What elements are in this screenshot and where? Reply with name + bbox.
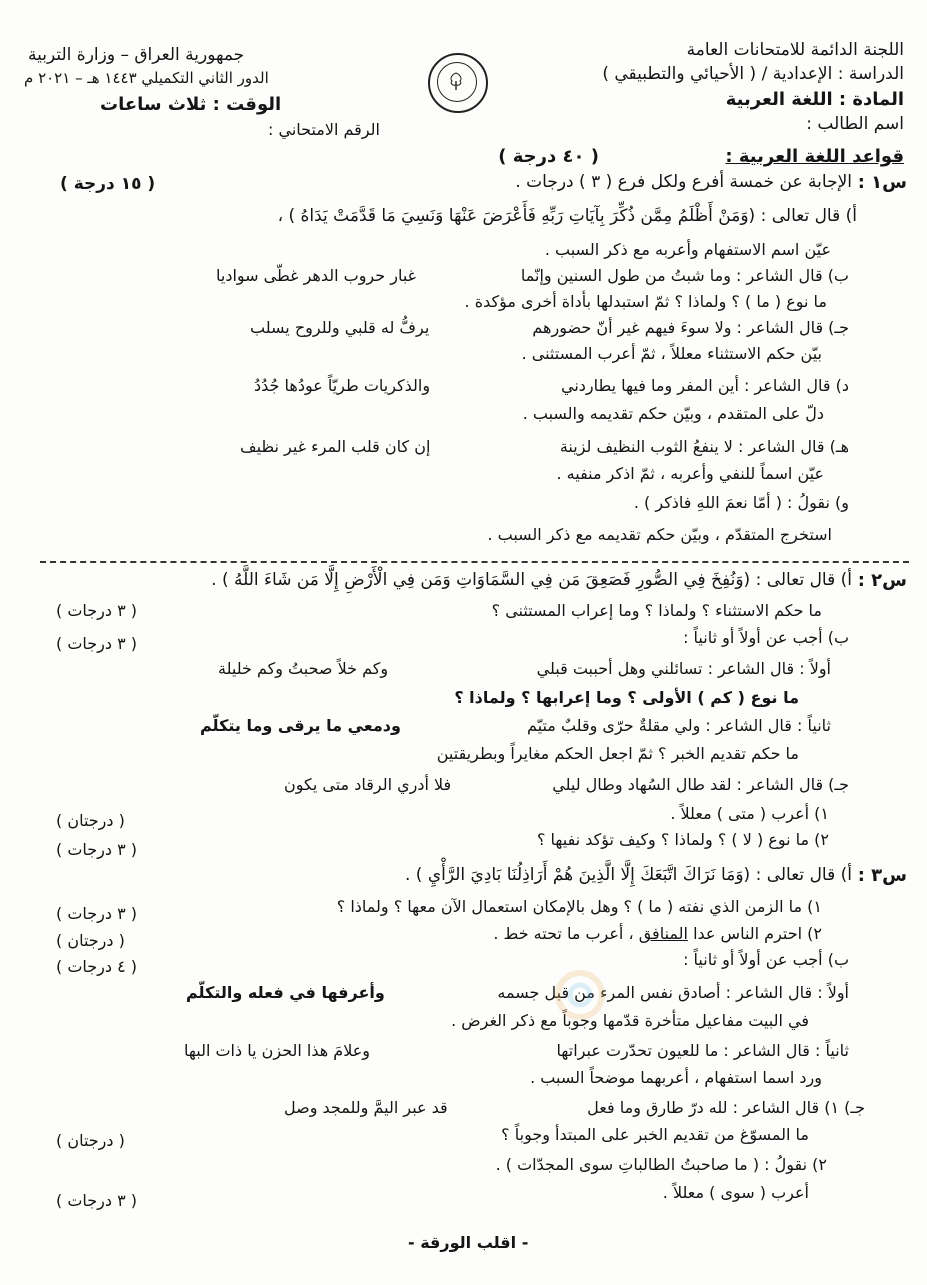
republic-ministry: جمهورية العراق – وزارة التربية bbox=[28, 45, 245, 65]
q3-c2-marks: ( ٣ درجات ) bbox=[56, 1191, 138, 1210]
q1-marks: ( ١٥ درجة ) bbox=[60, 174, 156, 194]
q3-b1-verse-right: أولاً : قال الشاعر : أصادق نفس المرء من قبل جسمه bbox=[497, 983, 849, 1002]
q3-a-task2-prefix: ٢) احترم الناس عدا bbox=[693, 924, 822, 943]
q2-a-marks: ( ٣ درجات ) bbox=[56, 601, 138, 620]
q1-f-line: و) نقولُ : ( أمّا نعمَ اللهِ فاذكر ) . bbox=[633, 493, 849, 512]
q3-a-task1: ١) ما الزمن الذي نفته ( ما ) ؟ وهل بالإمكان استعمال الآن معها ؟ ولماذا ؟ bbox=[336, 897, 822, 916]
q2-b-marks: ( ٣ درجات ) bbox=[56, 634, 138, 653]
q1-a-verse: أ) قال تعالى : (وَمَنْ أَظْلَمُ مِمَّن ذُكِّرَ بِآيَاتِ رَبِّهِ فَأَعْرَضَ عَنْهَا وَنَسِيَ مَا قَدَّمَتْ يَدَاهُ ) ، bbox=[277, 206, 857, 226]
q2-label: س٢ : bbox=[857, 570, 907, 591]
q3-b-line: ب) أجب عن أولاً أو ثانياً : bbox=[683, 950, 849, 969]
q3-c1-verse-left: قد عبر اليمَّ وللمجد وصل bbox=[284, 1098, 448, 1117]
q2-b1-task: ما نوع ( كم ) الأولى ؟ وما إعرابها ؟ ولماذا ؟ bbox=[454, 688, 799, 707]
section-title: قواعد اللغة العربية : bbox=[725, 146, 904, 167]
q2-b2-verse-left: ودمعي ما يرقى وما يتكلّم bbox=[200, 716, 401, 735]
q2-b1-verse-right: أولاً : قال الشاعر : تسائلني وهل أحببت قبلي bbox=[536, 659, 831, 678]
q2-c-verse-left: فلا أدري الرقاد متى يكون bbox=[284, 775, 452, 794]
q3-b2-task: ورد اسما استفهام ، أعربهما موضحاً السبب . bbox=[530, 1068, 822, 1087]
q3-a-task2-underlined: المنافق bbox=[638, 924, 688, 943]
watermark-logo bbox=[540, 965, 620, 1025]
q2-b2-task: ما حكم تقديم الخبر ؟ ثمّ اجعل الحكم مغايراً وبطريقتين bbox=[436, 744, 799, 763]
q2-c-task2: ٢) ما نوع ( لا ) ؟ ولماذا ؟ وكيف تؤكد نفيها ؟ bbox=[536, 830, 829, 849]
q2-b-line: ب) أجب عن أولاً أو ثانياً : bbox=[683, 628, 849, 647]
study-branch: الدراسة : الإعدادية / ( الأحيائي والتطبيقي ) bbox=[602, 64, 904, 84]
q1-e-verse-right: هـ) قال الشاعر : لا ينفعُ الثوب النظيف لزينة bbox=[559, 437, 849, 456]
q3-a-task1-marks: ( ٣ درجات ) bbox=[56, 904, 138, 923]
q1-e-verse-left: إن كان قلب المرء غير نظيف bbox=[240, 437, 431, 456]
q3-c1-task: ما المسوّغ من تقديم الخبر على المبتدأ وجوباً ؟ bbox=[501, 1125, 809, 1144]
q1-b-verse-left: غبار حروب الدهر غطّى سواديا bbox=[216, 266, 417, 285]
q3-b2-verse-left: وعلامَ هذا الحزن يا ذات البها bbox=[184, 1041, 371, 1060]
q1-c-verse-right: جـ) قال الشاعر : ولا سوءَ فيهم غير أنّ حضورهم bbox=[532, 318, 849, 337]
q1-d-verse-right: د) قال الشاعر : أين المفر وما فيها يطاردني bbox=[561, 376, 849, 395]
exam-number-label: الرقم الامتحاني : bbox=[268, 120, 380, 139]
q1-c-verse-left: يرفُّ له قلبي وللروح يسلب bbox=[250, 318, 430, 337]
q3-c1-verse-right: جـ) ١) قال الشاعر : لله درّ طارق وما فعل bbox=[587, 1098, 865, 1117]
q2-b2-verse-right: ثانياً : قال الشاعر : ولي مقلةٌ حرّى وقلبٌ متيّم bbox=[526, 716, 831, 735]
q2-c-task1-marks: ( درجتان ) bbox=[56, 811, 125, 830]
separator-q1-q2 bbox=[40, 561, 909, 563]
q3-c2-task: أعرب ( سوى ) معللاً . bbox=[662, 1183, 809, 1202]
q1-e-task: عيّن اسماً للنفي وأعربه ، ثمّ اذكر منفيه . bbox=[556, 464, 824, 483]
q2-a-verse: أ) قال تعالى : (وَنُفِخَ فِي الصُّورِ فَصَعِقَ مَن فِي السَّمَاوَاتِ وَمَن فِي الْأَرْضِ إِلَّا مَن شَاءَ اللَّهُ ) . bbox=[211, 570, 852, 590]
q3-c1-marks: ( درجتان ) bbox=[56, 1131, 125, 1150]
q3-b2-verse-right: ثانياً : قال الشاعر : ما للعيون تحدّرت عبراتها bbox=[556, 1041, 849, 1060]
q3-b1-verse-left: وأعرفها في فعله والتكلّم bbox=[186, 983, 385, 1002]
q1-instruction: الإجابة عن خمسة أفرع ولكل فرع ( ٣ ) درجات . bbox=[515, 172, 852, 192]
q1-f-task: استخرج المتقدّم ، وبيّن حكم تقديمه مع ذكر السبب . bbox=[487, 525, 832, 544]
q3-a-task2-marks: ( درجتان ) bbox=[56, 931, 125, 950]
q3-label: س٣ : bbox=[857, 865, 907, 886]
committee-name: اللجنة الدائمة للامتحانات العامة bbox=[686, 40, 904, 60]
q1-d-verse-left: والذكريات طريّاً عودُها جُدُدُ bbox=[254, 376, 431, 395]
exam-time: الوقت : ثلاث ساعات bbox=[100, 94, 282, 115]
q1-c-task: بيّن حكم الاستثناء معللاً ، ثمّ أعرب المستثنى . bbox=[521, 344, 822, 363]
q1-d-task: دلّ على المتقدم ، وبيّن حكم تقديمه والسبب . bbox=[522, 404, 824, 423]
q3-a-task2-suffix: ، أعرب ما تحته خط . bbox=[493, 924, 634, 943]
q3-b1-task: في البيت مفاعيل متأخرة قدّمها وجوباً مع ذكر الغرض . bbox=[451, 1011, 809, 1030]
q1-b-verse-right: ب) قال الشاعر : وما شبتُ من طول السنين وإنّما bbox=[520, 266, 849, 285]
q2-a-task: ما حكم الاستثناء ؟ ولماذا ؟ وما إعراب المستثنى ؟ bbox=[491, 601, 822, 620]
section-marks: ( ٤٠ درجة ) bbox=[498, 146, 599, 167]
q1-b-task: ما نوع ( ما ) ؟ ولماذا ؟ ثمّ استبدلها بأداة أخرى مؤكدة . bbox=[464, 292, 827, 311]
q3-a-verse: أ) قال تعالى : (وَمَا نَرَاكَ اتَّبَعَكَ إِلَّا الَّذِينَ هُمْ أَرَاذِلُنَا بَادِيَ الرَّأْيِ ) . bbox=[405, 865, 852, 885]
q2-c-verse-right: جـ) قال الشاعر : لقد طال السُهاد وطال ليلي bbox=[552, 775, 849, 794]
subject-label: المادة : اللغة العربية bbox=[725, 89, 904, 110]
q2-c-task2-marks: ( ٣ درجات ) bbox=[56, 840, 138, 859]
q3-a-task2 bbox=[493, 926, 822, 942]
q2-b1-verse-left: وكم خلاً صحبتُ وكم خليلة bbox=[218, 659, 389, 678]
q3-b-marks: ( ٤ درجات ) bbox=[56, 957, 138, 976]
student-name-label: اسم الطالب : bbox=[806, 114, 904, 134]
q1-label: س١ : bbox=[857, 172, 907, 193]
exam-round-year: الدور الثاني التكميلي ١٤٤٣ هـ – ٢٠٢١ م bbox=[24, 69, 269, 87]
q1-a-task: عيّن اسم الاستفهام وأعربه مع ذكر السبب . bbox=[544, 240, 831, 259]
q2-c-task1: ١) أعرب ( متى ) معللاً . bbox=[670, 804, 829, 823]
q3-c2-line: ٢) نقولُ : ( ما صاحبتُ الطالباتِ سوى المجدّات ) . bbox=[495, 1155, 827, 1174]
ministry-seal bbox=[428, 53, 488, 113]
turn-page-note: - اقلب الورقة - bbox=[408, 1233, 529, 1252]
